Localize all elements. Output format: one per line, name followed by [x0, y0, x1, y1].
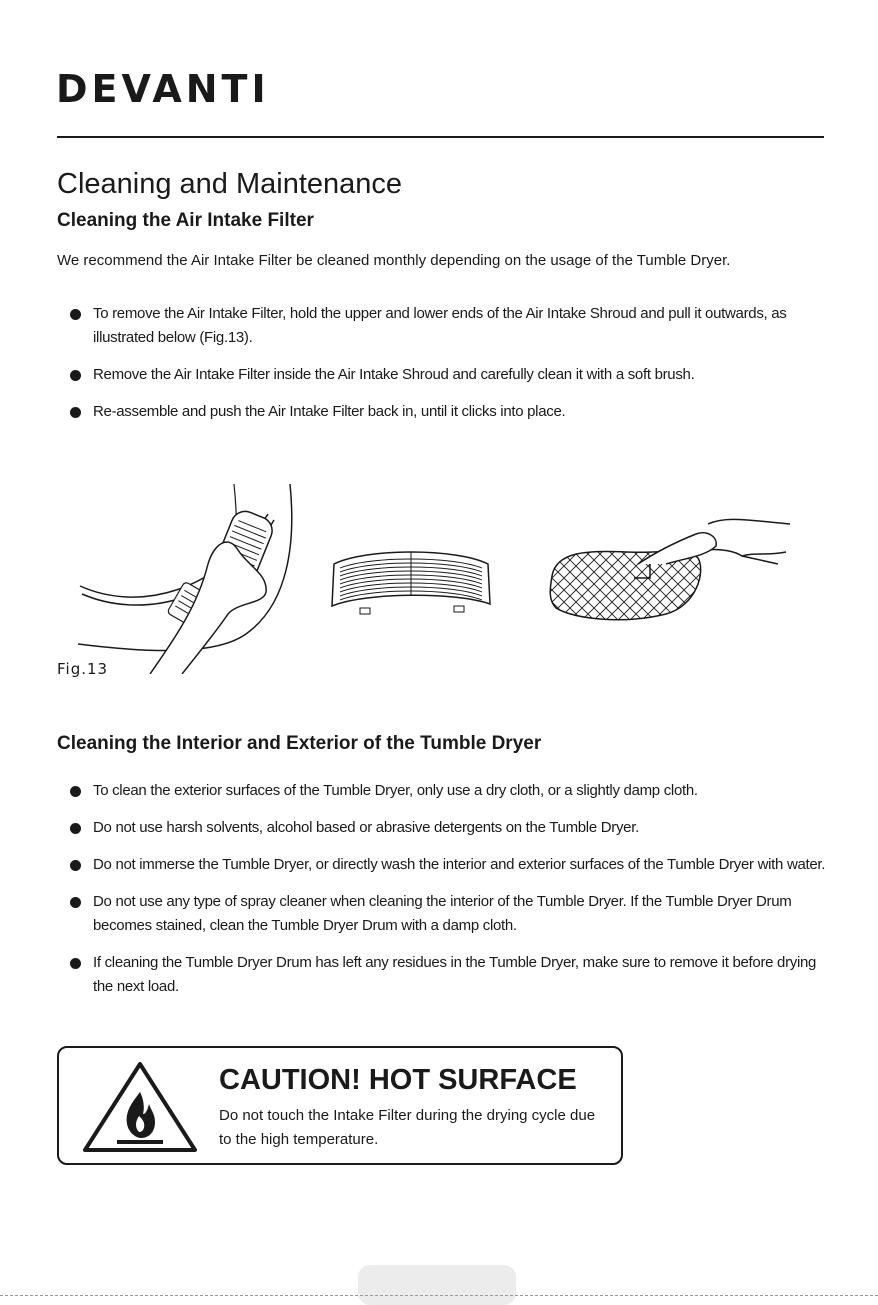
list-item: Remove the Air Intake Filter inside the Air Intake Shroud and carefully clean it with a soft brush. — [57, 363, 837, 387]
hot-surface-warning-icon — [81, 1060, 199, 1154]
list-item: To clean the exterior surfaces of the Tumble Dryer, only use a dry cloth, or a slightly damp cloth. — [57, 779, 837, 803]
bullet-icon — [70, 407, 81, 418]
brand-logo: DEVANTI — [56, 67, 270, 111]
air-filter-steps — [57, 302, 837, 424]
list-item: To remove the Air Intake Filter, hold the upper and lower ends of the Air Intake Shroud and pull it outwards, as illustrated below (Fig.13). — [57, 302, 837, 350]
page-title: Cleaning and Maintenance — [57, 168, 403, 200]
list-item: If cleaning the Tumble Dryer Drum has left any residues in the Tumble Dryer, make sure to remove it before drying the next load. — [57, 951, 837, 999]
caution-title: CAUTION! HOT SURFACE — [219, 1064, 577, 1096]
bullet-icon — [70, 786, 81, 797]
air-filter-illustration — [326, 540, 496, 624]
list-item: Do not use any type of spray cleaner when cleaning the interior of the Tumble Dryer. If the Tumble Dryer Drum becomes stained, clean the Tumble Dryer Drum with a damp cloth. — [57, 890, 837, 938]
header-divider — [57, 136, 824, 138]
interior-exterior-steps — [57, 779, 837, 999]
page-number-tab — [358, 1265, 516, 1305]
caution-notice — [57, 1046, 623, 1165]
list-item: Re-assemble and push the Air Intake Filter back in, until it clicks into place. — [57, 400, 837, 424]
bullet-icon — [70, 823, 81, 834]
list-item: Do not use harsh solvents, alcohol based or abrasive detergents on the Tumble Dryer. — [57, 816, 837, 840]
list-item: Do not immerse the Tumble Dryer, or directly wash the interior and exterior surfaces of the Tumble Dryer with water. — [57, 853, 837, 877]
bullet-icon — [70, 897, 81, 908]
bullet-icon — [70, 860, 81, 871]
bullet-icon — [70, 958, 81, 969]
brush-filter-illustration — [546, 512, 796, 628]
bullet-icon — [70, 309, 81, 320]
bullet-icon — [70, 370, 81, 381]
section-heading-air-filter: Cleaning the Air Intake Filter — [57, 210, 314, 231]
section-intro: We recommend the Air Intake Filter be cleaned monthly depending on the usage of the Tumble Dryer. — [57, 252, 731, 269]
section-heading-interior-exterior: Cleaning the Interior and Exterior of the Tumble Dryer — [57, 733, 542, 754]
remove-shroud-illustration — [78, 484, 308, 674]
figure-label: Fig.13 — [57, 660, 109, 678]
page-bottom-edge — [0, 1295, 878, 1296]
caution-text: Do not touch the Intake Filter during the drying cycle due to the high temperature. — [219, 1107, 596, 1148]
